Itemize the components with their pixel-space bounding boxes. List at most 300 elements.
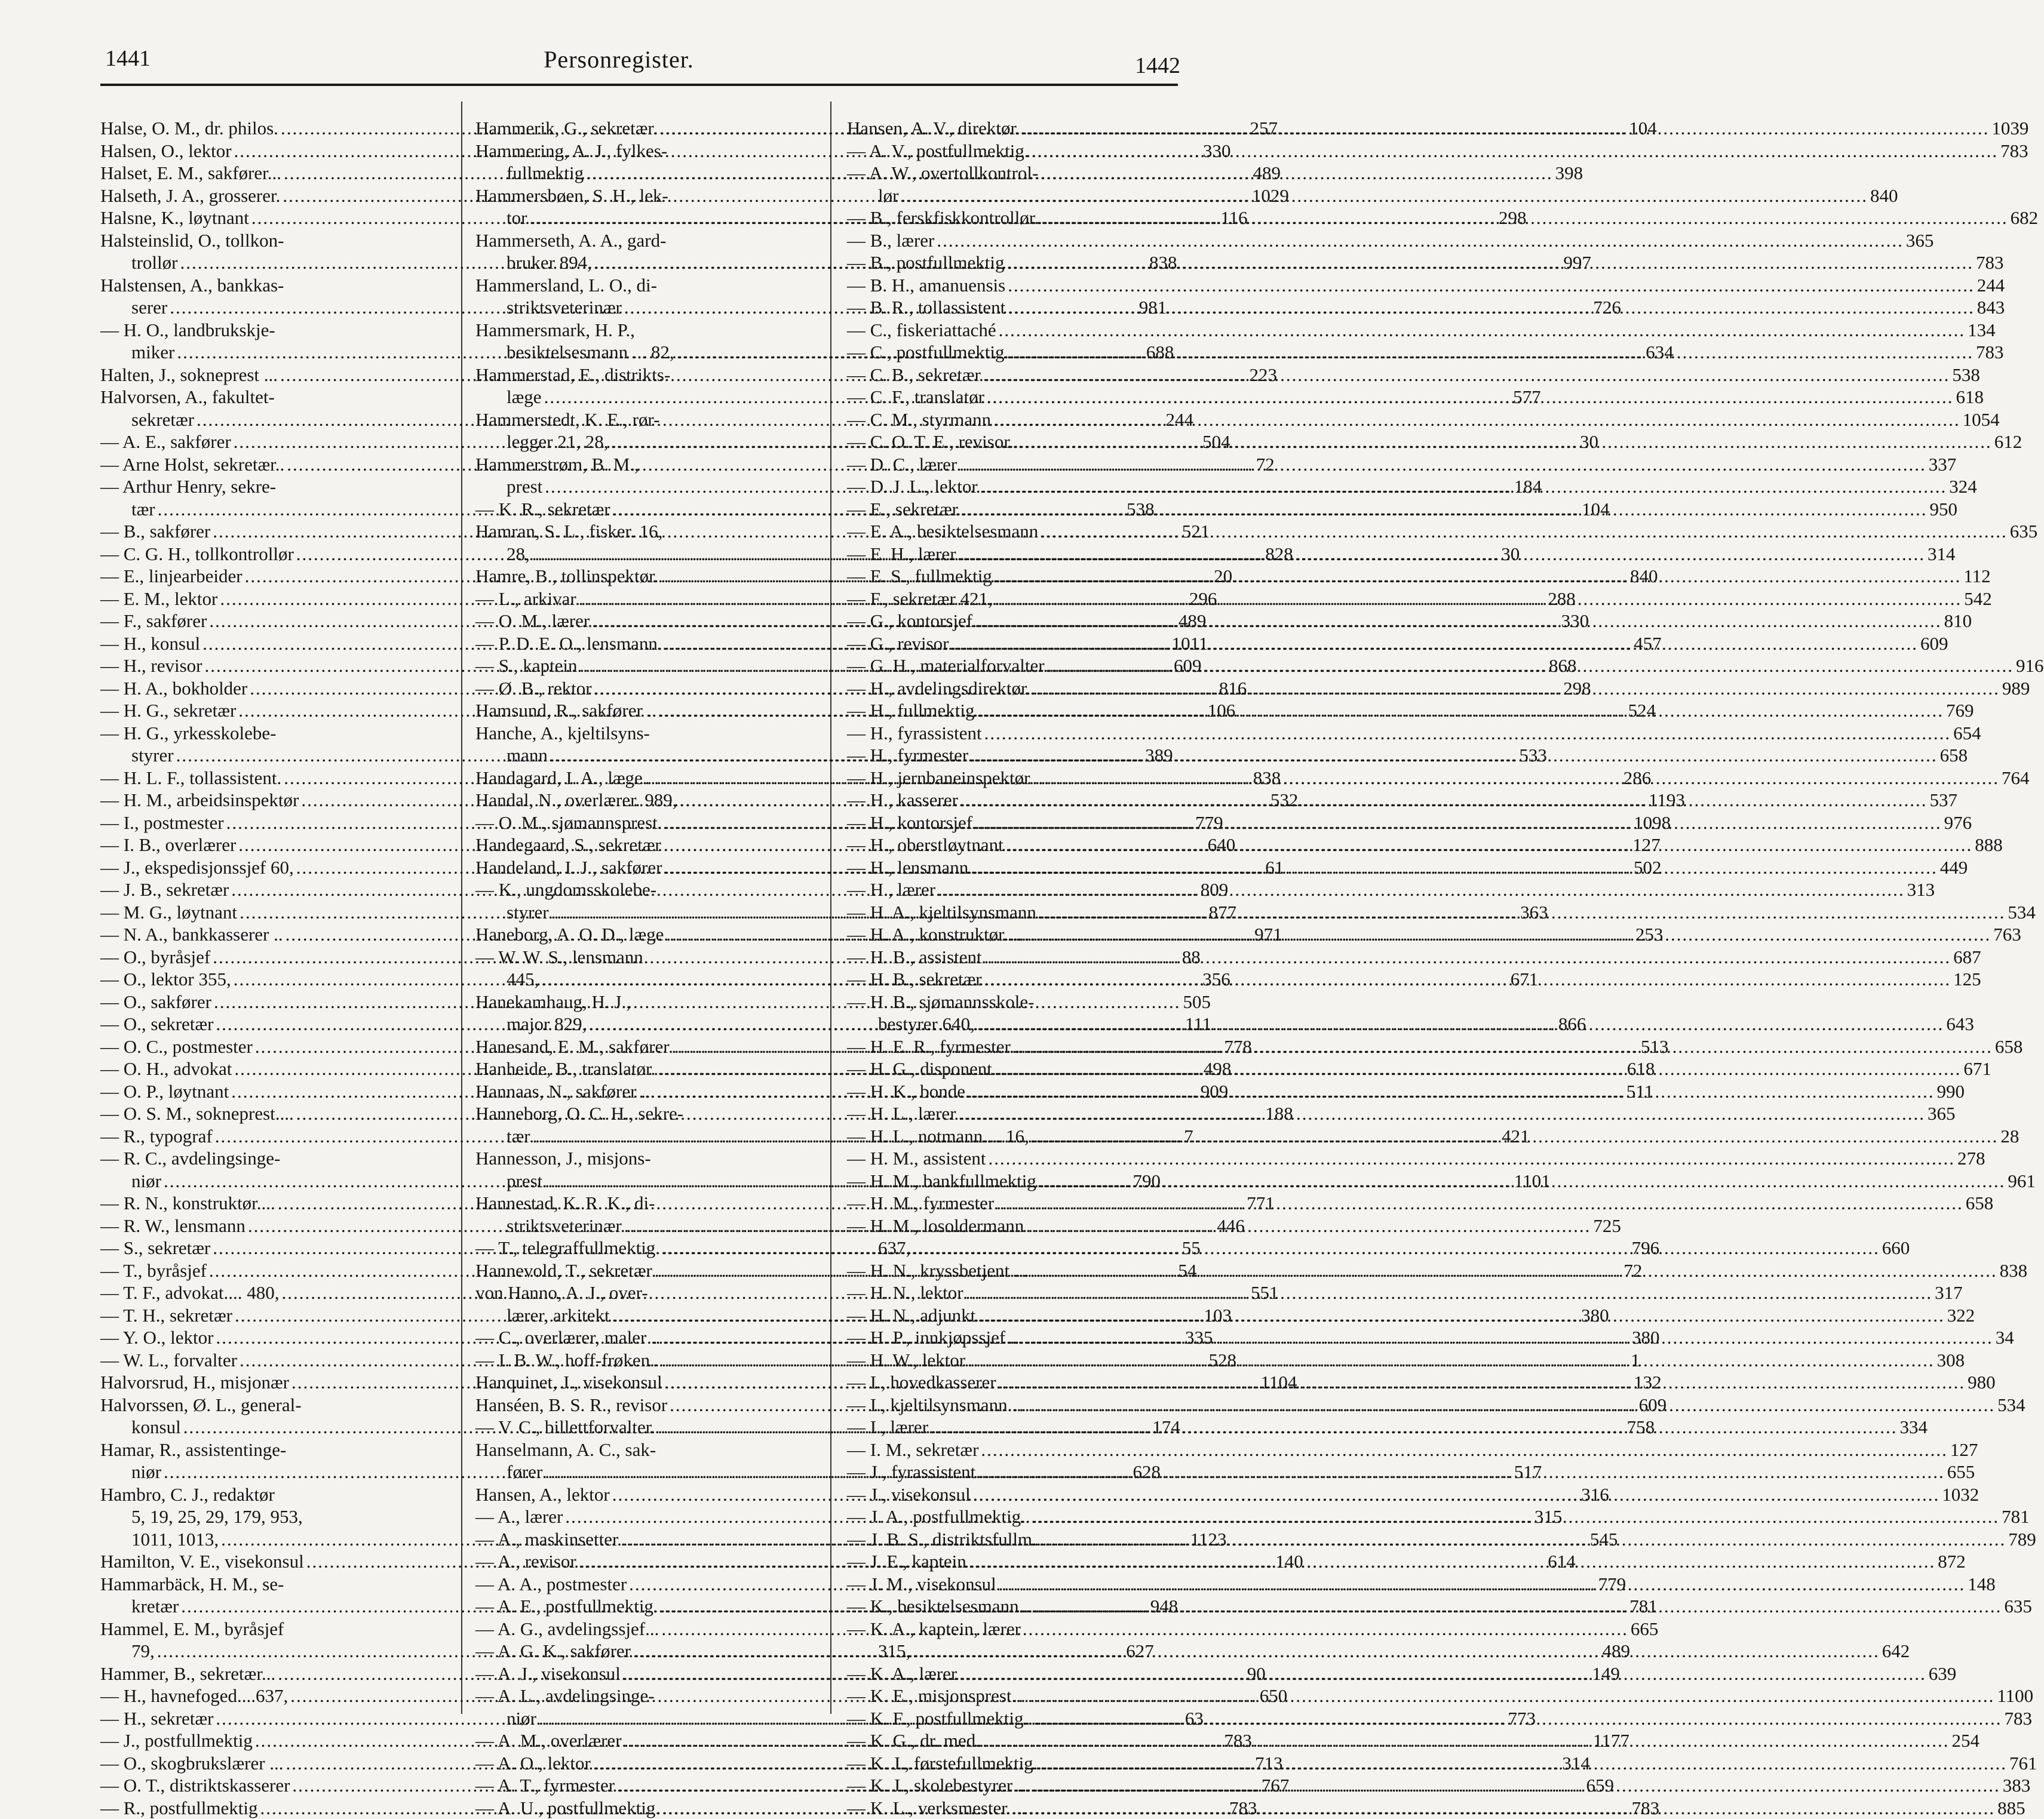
register-entry [100, 1573, 448, 1618]
entry-line [847, 1752, 1181, 1775]
page-reference: 783 [2004, 1707, 2032, 1730]
entry-text: 315, [878, 1640, 910, 1663]
page-reference: 779 [1195, 812, 1223, 834]
register-entry [100, 834, 448, 856]
page-reference: 1032 [1942, 1483, 1979, 1506]
page-title: Personregister. [0, 45, 1238, 73]
page-reference: 61 [1265, 856, 1284, 879]
entry-text: — A. G., avdelingssjef... [475, 1618, 659, 1640]
dot-leader [1039, 901, 2006, 924]
dot-leader [1035, 1595, 2002, 1618]
entry-line [475, 1797, 810, 1819]
register-entry [475, 1237, 810, 1259]
register-entry [100, 1058, 448, 1080]
register-column-2 [475, 117, 810, 1819]
entry-text: Hanneborg, O. C. H., sekre- [475, 1102, 683, 1125]
register-entry [847, 1774, 1181, 1797]
entry-line [847, 1797, 1181, 1819]
page-reference: 313 [1907, 878, 1935, 901]
entry-line [475, 1147, 810, 1170]
page-reference: 655 [1947, 1461, 1975, 1483]
register-entry [475, 1192, 810, 1237]
entry-text: — B., ferskfiskkontrollør. [847, 207, 1039, 229]
dot-leader [966, 1282, 1933, 1304]
dot-leader [975, 610, 1942, 632]
entry-line [100, 923, 448, 946]
right-page-number: 1442 [1135, 53, 1180, 79]
entry-line [847, 1685, 1181, 1707]
page-reference: 635 [2004, 1595, 2032, 1618]
page-reference: 658 [1995, 1036, 2023, 1058]
page-reference: 783 [1976, 341, 2004, 364]
register-entry [475, 923, 810, 946]
entry-text: — H., jernbaneinspektør [847, 767, 1030, 789]
entry-line [847, 319, 1181, 342]
page-reference: 980 [1968, 1371, 1996, 1394]
page-reference: 781 [1629, 1595, 1658, 1618]
dot-leader [973, 1483, 1940, 1506]
page-reference: 1104 [1261, 1371, 1297, 1394]
register-entry [847, 408, 1181, 431]
dot-leader [959, 453, 1926, 476]
entry-line [475, 677, 810, 700]
register-entry [847, 744, 1181, 767]
dot-leader [969, 1550, 1936, 1573]
page-reference: 990 [1937, 1080, 1965, 1103]
dot-leader [1025, 431, 1992, 453]
register-entry [100, 364, 448, 386]
entry-line [847, 229, 1181, 252]
page-reference: 640 [1208, 834, 1236, 856]
register-entry [100, 1439, 448, 1483]
page-reference: 149 [1592, 1663, 1620, 1685]
entry-continuation [100, 1505, 448, 1528]
dot-leader [1008, 274, 1975, 297]
entry-text: — Arne Holst, sekretær.. [100, 453, 284, 476]
register-entry [100, 722, 448, 767]
page-reference: 517 [1514, 1461, 1542, 1483]
page-reference: 298 [1563, 677, 1591, 700]
dot-leader [1041, 520, 2008, 543]
register-entry [100, 431, 448, 453]
register-entry [475, 722, 810, 767]
entry-text: Halsen, O., lektor [100, 140, 232, 162]
entry-line [475, 632, 810, 655]
dot-leader [999, 1371, 1966, 1394]
entry-text: — A. V., postfullmektig. [847, 140, 1029, 162]
page-reference: 659 [1586, 1774, 1615, 1797]
register-entry [847, 677, 1181, 700]
entry-text: — R., typograf [100, 1125, 213, 1148]
dot-leader [977, 699, 1944, 722]
entry-text: legger 21, 28, [507, 431, 608, 453]
dot-leader [959, 1663, 1926, 1685]
register-entry [847, 722, 1181, 745]
page-reference: 538 [1952, 364, 1980, 386]
register-entry [475, 655, 810, 677]
entry-text: — C. O. T. E., revisor... [847, 431, 1023, 453]
page-reference: 948 [1150, 1595, 1178, 1618]
entry-text: — S., sekretær [100, 1237, 210, 1259]
entry-text: — H., lensmann [847, 856, 968, 879]
register-entry [847, 1663, 1181, 1685]
register-entry [100, 1304, 448, 1327]
entry-text: — E. M., lektor [100, 588, 217, 610]
entry-text: — O. C., postmester [100, 1036, 253, 1058]
page-reference: 843 [1977, 296, 2005, 319]
entry-line [847, 1618, 1181, 1640]
entry-text: Handeland, I. J., sakfører [475, 856, 662, 879]
register-entry [475, 1505, 810, 1528]
page-reference: 148 [1968, 1573, 1996, 1596]
register-entry [847, 1215, 1181, 1259]
entry-text: — A. O., lektor [475, 1752, 591, 1775]
register-entry [847, 296, 1181, 319]
entry-line [475, 1259, 810, 1282]
entry-text: Hamar, R., assistentinge- [100, 1439, 286, 1461]
entry-line [847, 1573, 1181, 1596]
entry-text: Hammerstedt, K. E., rør- [475, 408, 659, 431]
entry-line [475, 319, 810, 342]
entry-line [847, 632, 1181, 655]
entry-text: — K. A., lærer [847, 1663, 957, 1685]
page-reference: 916 [2016, 655, 2044, 677]
page-reference: 335 [1185, 1326, 1213, 1349]
register-entry [100, 140, 448, 162]
register-entry [475, 1573, 810, 1596]
register-entry [847, 1707, 1181, 1730]
register-entry [100, 789, 448, 812]
entry-text: — H. B., sjømannsskole- [847, 991, 1034, 1013]
entry-line [100, 767, 448, 789]
page-reference: 112 [1963, 565, 1990, 588]
entry-text: — Arthur Henry, sekre- [100, 475, 276, 498]
entry-line [475, 1102, 810, 1125]
page-reference: 618 [1627, 1058, 1655, 1080]
page-reference: 840 [1630, 565, 1658, 588]
register-entry [100, 812, 448, 834]
entry-line [100, 1282, 448, 1304]
dot-leader [937, 229, 1904, 252]
entry-line [847, 1483, 1181, 1506]
entry-text: niør [131, 1461, 161, 1483]
page-reference: 671 [1511, 968, 1539, 991]
entry-line [100, 699, 448, 722]
entry-text: — B. H., amanuensis [847, 274, 1005, 297]
entry-text: — K. R., sekretær [475, 498, 610, 521]
register-entry [475, 498, 810, 521]
entry-continuation [847, 1013, 1181, 1036]
entry-line [847, 1349, 1181, 1372]
entry-text: — C. G. H., tollkontrollør [100, 543, 294, 566]
dot-leader [1047, 655, 2014, 677]
entry-text: prest [507, 475, 542, 498]
register-entry [100, 856, 448, 879]
entry-continuation [100, 1640, 448, 1663]
register-entry [475, 1528, 810, 1551]
page-reference: 713 [1255, 1752, 1283, 1775]
dot-leader [1023, 117, 1990, 140]
register-entry [100, 1259, 448, 1282]
entry-text: — A. T., fyrmester [475, 1774, 615, 1797]
page-reference: 538 [1127, 498, 1155, 521]
page-reference: 103 [1204, 1304, 1232, 1327]
entry-line [100, 1013, 448, 1036]
dot-leader [984, 968, 1951, 991]
page-reference: 532 [1270, 789, 1299, 812]
page-reference: 1100 [1997, 1685, 2033, 1707]
entry-text: Halsteinslid, O., tollkon- [100, 229, 284, 252]
entry-line [475, 655, 810, 677]
entry-text: Hamran, S. L., fisker. 16, [475, 520, 662, 543]
register-entry [100, 207, 448, 229]
entry-text: Handal, N., overlærer. 989, [475, 789, 677, 812]
entry-line [847, 1282, 1181, 1304]
page-reference: 1177 [1593, 1729, 1629, 1752]
entry-line [100, 901, 448, 924]
register-entry [847, 140, 1181, 162]
entry-text: — A. U., postfullmektig. [475, 1797, 660, 1819]
entry-line [100, 543, 448, 566]
page-reference: 778 [1224, 1036, 1252, 1058]
register-entry [475, 588, 810, 610]
page-reference: 253 [1635, 923, 1664, 946]
entry-text: — K. J., førstefullmektig. [847, 1752, 1038, 1775]
entry-continuation [475, 341, 810, 364]
page-reference: 609 [1920, 632, 1948, 655]
entry-text: — R., postfullmektig [100, 1797, 258, 1819]
register-entry [847, 1058, 1181, 1080]
entry-continuation [475, 475, 810, 498]
dot-leader [1026, 1036, 1993, 1058]
page-reference: 868 [1549, 655, 1577, 677]
page-reference: 337 [1929, 453, 1957, 476]
register-column-3 [847, 117, 1181, 1819]
dot-leader [1029, 1394, 1996, 1417]
dot-leader [931, 1416, 1898, 1439]
entry-line [847, 1102, 1181, 1125]
page-reference: 790 [1133, 1170, 1161, 1193]
entry-continuation [100, 498, 448, 521]
page-reference: 308 [1937, 1349, 1965, 1372]
page-reference: 767 [1262, 1774, 1290, 1797]
entry-text: — C., postfullmektig [847, 341, 1005, 364]
entry-continuation [475, 744, 810, 767]
page-reference: 537 [1929, 789, 1957, 812]
entry-text: — O. M., sjømannsprest. [475, 812, 662, 834]
entry-text: Handegaard, S., sekretær [475, 834, 661, 856]
entry-continuation [475, 1461, 810, 1483]
register-entry [847, 1685, 1181, 1707]
register-entry [847, 610, 1181, 632]
entry-text: — E., sekretær [847, 498, 958, 521]
register-entry [100, 1371, 448, 1394]
dot-leader [1026, 1326, 1993, 1349]
entry-text: — B. R., tollassistent [847, 296, 1005, 319]
entry-line [100, 1573, 448, 1596]
entry-text: — H., avdelingsdirektør. [847, 677, 1030, 700]
entry-line [475, 1483, 810, 1506]
entry-line [100, 1371, 448, 1394]
register-entry [100, 1326, 448, 1349]
entry-text: Halseth, J. A., grosserer. [100, 185, 280, 207]
entry-text: Hammerstrøm, B. M., [475, 453, 639, 476]
dot-leader [1039, 1170, 2006, 1193]
dot-leader [984, 946, 1951, 969]
entry-text: Handagard, I. A., læge.. [475, 767, 652, 789]
register-entry [847, 901, 1181, 924]
entry-text: Halse, O. M., dr. philos. [100, 117, 278, 140]
entry-line [100, 475, 448, 498]
page-reference: 609 [1639, 1394, 1667, 1417]
entry-text: Halvorssen, Ø. L., general- [100, 1394, 302, 1417]
entry-line [475, 117, 810, 140]
entry-text: — I., lærer [847, 1416, 928, 1439]
entry-text: prest [507, 1170, 542, 1193]
entry-line [847, 162, 1181, 185]
entry-continuation [475, 1170, 810, 1193]
register-entry [100, 1192, 448, 1215]
entry-line [100, 968, 448, 991]
register-entry [475, 610, 810, 632]
register-entry [100, 968, 448, 991]
entry-line [847, 1461, 1181, 1483]
register-entry [847, 364, 1181, 386]
entry-line [847, 722, 1181, 745]
entry-text: Hannaas, N., sakfører ... [475, 1080, 655, 1103]
register-entry [847, 1394, 1181, 1417]
entry-text: — F., sakfører [100, 610, 207, 632]
entry-text: — T. H., sekretær [100, 1304, 232, 1327]
entry-line [847, 588, 1181, 610]
dot-leader [977, 1013, 1944, 1036]
entry-line [847, 1192, 1181, 1215]
entry-text: — A. G. K., sakfører [475, 1640, 631, 1663]
entry-text: — H., konsul [100, 632, 200, 655]
entry-text: tor [507, 207, 527, 229]
register-entry [475, 117, 810, 140]
entry-line [847, 207, 1181, 229]
register-entry [475, 1102, 810, 1147]
dot-leader [993, 408, 1960, 431]
register-entry [100, 229, 448, 274]
register-entry [847, 1416, 1181, 1439]
entry-line [100, 1058, 448, 1080]
entry-text: serer [131, 296, 167, 319]
entry-line [847, 1259, 1181, 1282]
page-reference: 989 [2002, 677, 2030, 700]
page-reference: 1011 [1172, 632, 1208, 655]
entry-text: — J., ekspedisjonssjef 60, [100, 856, 294, 879]
entry-line [847, 341, 1181, 364]
entry-text: — O., byråsjef [100, 946, 210, 969]
entry-text: — D. J. L., lektor [847, 475, 978, 498]
page-reference: 609 [1174, 655, 1202, 677]
page-reference: 244 [1977, 274, 2005, 297]
entry-text: — O. M., lærer [475, 610, 590, 632]
entry-line [100, 677, 448, 700]
register-entry [847, 565, 1181, 588]
entry-text: — J. M., visekonsul [847, 1573, 996, 1596]
entry-text: Hannestad, K. R. K., di- [475, 1192, 655, 1215]
page-reference: 365 [1906, 229, 1934, 252]
dot-leader [995, 588, 1962, 610]
page-reference: 885 [1997, 1797, 2025, 1819]
dot-leader [1032, 1125, 1999, 1148]
entry-line [100, 722, 448, 745]
entry-text: — L., arkivar [475, 588, 576, 610]
entry-text: — T. F., advokat.... 480, [100, 1282, 279, 1304]
register-entry [847, 968, 1181, 991]
register-entry [475, 319, 810, 364]
entry-continuation [475, 1707, 810, 1730]
entry-line [100, 1618, 448, 1640]
entry-text: — H. N., adjunkt [847, 1304, 975, 1327]
page-header [0, 0, 1238, 96]
entry-line [475, 1729, 810, 1752]
entry-text: — F., sekretær 421, [847, 588, 993, 610]
entry-line [100, 834, 448, 856]
page-reference: 513 [1641, 1036, 1669, 1058]
register-entry [475, 878, 810, 923]
entry-text: Hammering, A. J., fylkes- [475, 140, 667, 162]
page-reference: 888 [1975, 834, 2003, 856]
register-entry [475, 699, 810, 722]
page-reference: 334 [1900, 1416, 1928, 1439]
register-entry [847, 588, 1181, 610]
entry-text: Hanquinet, J., visekonsul [475, 1371, 662, 1394]
entry-line [847, 431, 1181, 453]
register-entry [847, 251, 1181, 274]
register-entry [475, 767, 810, 789]
entry-line [847, 1774, 1181, 1797]
register-entry [475, 1685, 810, 1729]
entry-line [100, 1550, 448, 1573]
entry-line [100, 386, 448, 408]
entry-text: — K., besiktelsesmann... [847, 1595, 1033, 1618]
entry-line [475, 498, 810, 521]
page-reference: 761 [2009, 1752, 2037, 1775]
entry-line [847, 1058, 1181, 1080]
entry-text: — J., postfullmektig [100, 1729, 253, 1752]
page-reference: 298 [1499, 207, 1527, 229]
entry-text: — H. W., lektor [847, 1349, 965, 1372]
entry-line [100, 1125, 448, 1148]
entry-text: lærer, arkitekt [507, 1304, 610, 1327]
register-entry [475, 1349, 810, 1372]
page-reference: 88 [1182, 946, 1201, 969]
entry-line [475, 834, 810, 856]
entry-text: styrer [507, 901, 549, 924]
entry-line [847, 453, 1181, 476]
page-reference: 534 [1997, 1394, 2025, 1417]
entry-text: — H., sekretær [100, 1707, 213, 1730]
entry-text: Hambro, C. J., redaktør [100, 1483, 275, 1506]
entry-text: — O., lektor 355, [100, 968, 231, 991]
dot-leader [1008, 296, 1975, 319]
dot-leader [983, 1729, 1950, 1752]
page-reference: 446 [1217, 1215, 1245, 1237]
entry-text: — O., sekretær [100, 1013, 213, 1036]
entry-line [847, 812, 1181, 834]
page-reference: 671 [1963, 1058, 1991, 1080]
page-reference: 421 [1502, 1125, 1530, 1148]
register-entry [847, 834, 1181, 856]
entry-text: — K. G., dr. med. [847, 1729, 980, 1752]
register-entry [100, 610, 448, 632]
entry-line [100, 1147, 448, 1170]
page-reference: 322 [1947, 1304, 1975, 1327]
